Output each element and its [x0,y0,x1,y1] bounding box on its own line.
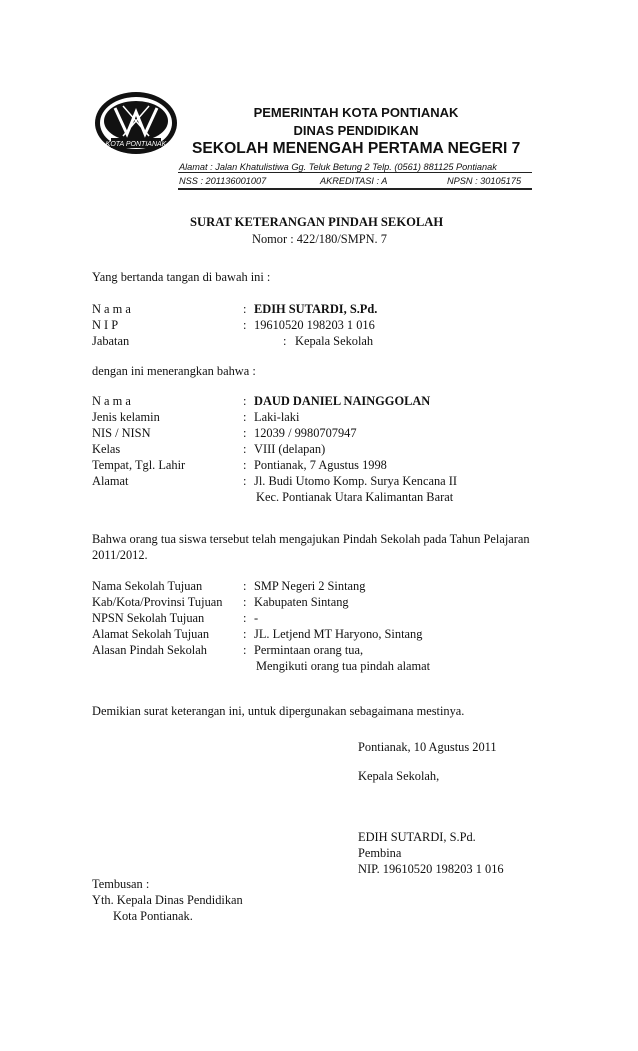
dest-regency-label: Kab/Kota/Provinsi Tujuan [92,595,223,609]
student-birth-label: Tempat, Tgl. Lahir [92,458,186,472]
colon: : [243,474,247,488]
colon: : [243,318,247,332]
student-intro: dengan ini menerangkan bahwa : [92,364,256,378]
school-name: SEKOLAH MENENGAH PERTAMA NEGERI 7 [192,140,521,157]
dest-address-label: Alamat Sekolah Tujuan [92,627,210,641]
dest-npsn-label: NPSN Sekolah Tujuan [92,611,205,625]
colon: : [283,334,287,348]
colon: : [243,426,247,440]
transfer-reason-label: Alasan Pindah Sekolah [92,643,207,657]
student-name-label: N a m a [92,394,131,408]
gov-heading: PEMERINTAH KOTA PONTIANAK [253,105,459,120]
student-gender-value: Laki-laki [254,410,300,424]
transfer-reason-line2: Mengikuti orang tua pindah alamat [256,659,431,673]
signature-nip: NIP. 19610520 198203 1 016 [358,862,504,876]
school-emblem-logo [93,90,179,156]
colon: : [243,458,247,472]
student-address-line1: Jl. Budi Utomo Komp. Surya Kencana II [254,474,458,488]
cc-label: Tembusan : [92,877,150,891]
dest-school-value: SMP Negeri 2 Sintang [254,579,366,593]
colon: : [243,627,247,641]
accreditation: AKREDITASI : A [320,176,388,186]
signature-name: EDIH SUTARDI, S.Pd. [358,830,476,844]
letter-number: Nomor : 422/180/SMPN. 7 [252,232,387,246]
signer-nip-value: 19610520 198203 1 016 [254,318,375,332]
closing-statement: Demikian surat keterangan ini, untuk dipergunakan sebagaimana mestinya. [92,704,465,718]
statement-line1: Bahwa orang tua siswa tersebut telah mengajukan Pindah Sekolah pada Tahun Pelajaran [92,532,530,546]
npsn-number: NPSN : 30105175 [447,176,522,186]
dept-heading: DINAS PENDIDIKAN [293,123,419,138]
cc-line1: Yth. Kepala Dinas Pendidikan [92,893,243,907]
student-address-line2: Kec. Pontianak Utara Kalimantan Barat [256,490,454,504]
place-date: Pontianak, 10 Agustus 2011 [358,740,497,754]
student-name-value: DAUD DANIEL NAINGGOLAN [254,394,431,408]
colon: : [243,302,247,316]
signer-title: Kepala Sekolah, [358,769,440,783]
dest-npsn-value: - [254,611,259,625]
student-gender-label: Jenis kelamin [92,410,160,424]
student-nis-label: NIS / NISN [92,426,151,440]
student-class-label: Kelas [92,442,121,456]
student-birth-value: Pontianak, 7 Agustus 1998 [254,458,387,472]
transfer-reason-line1: Permintaan orang tua, [254,643,364,657]
dest-school-label: Nama Sekolah Tujuan [92,579,203,593]
cc-line2: Kota Pontianak. [113,909,193,923]
signer-name-value: EDIH SUTARDI, S.Pd. [254,302,378,316]
student-class-value: VIII (delapan) [254,442,326,456]
signature-rank: Pembina [358,846,402,860]
dest-regency-value: Kabupaten Sintang [254,595,349,609]
colon: : [243,442,247,456]
colon: : [243,595,247,609]
signer-position-label: Jabatan [92,334,130,348]
colon: : [243,410,247,424]
signer-name-label: N a m a [92,302,131,316]
colon: : [243,394,247,408]
nss-number: NSS : 201136001007 [179,176,267,186]
letter-title: SURAT KETERANGAN PINDAH SEKOLAH [190,215,444,229]
header-divider-thick [178,188,532,190]
signer-position-value: Kepala Sekolah [295,334,374,348]
signer-nip-label: N I P [92,318,119,332]
signer-intro: Yang bertanda tangan di bawah ini : [92,270,271,284]
student-nis-value: 12039 / 9980707947 [254,426,357,440]
logo-text: KOTA PONTIANAK [105,141,167,148]
school-address: Alamat : Jalan Khatulistiwa Gg. Teluk Betung 2 Telp. (0561) 881125 Pontianak [179,162,497,172]
colon: : [243,611,247,625]
colon: : [243,643,247,657]
student-address-label: Alamat [92,474,129,488]
header-divider-thin [178,172,532,173]
statement-line2: 2011/2012. [92,548,148,562]
dest-address-value: JL. Letjend MT Haryono, Sintang [254,627,423,641]
colon: : [243,579,247,593]
